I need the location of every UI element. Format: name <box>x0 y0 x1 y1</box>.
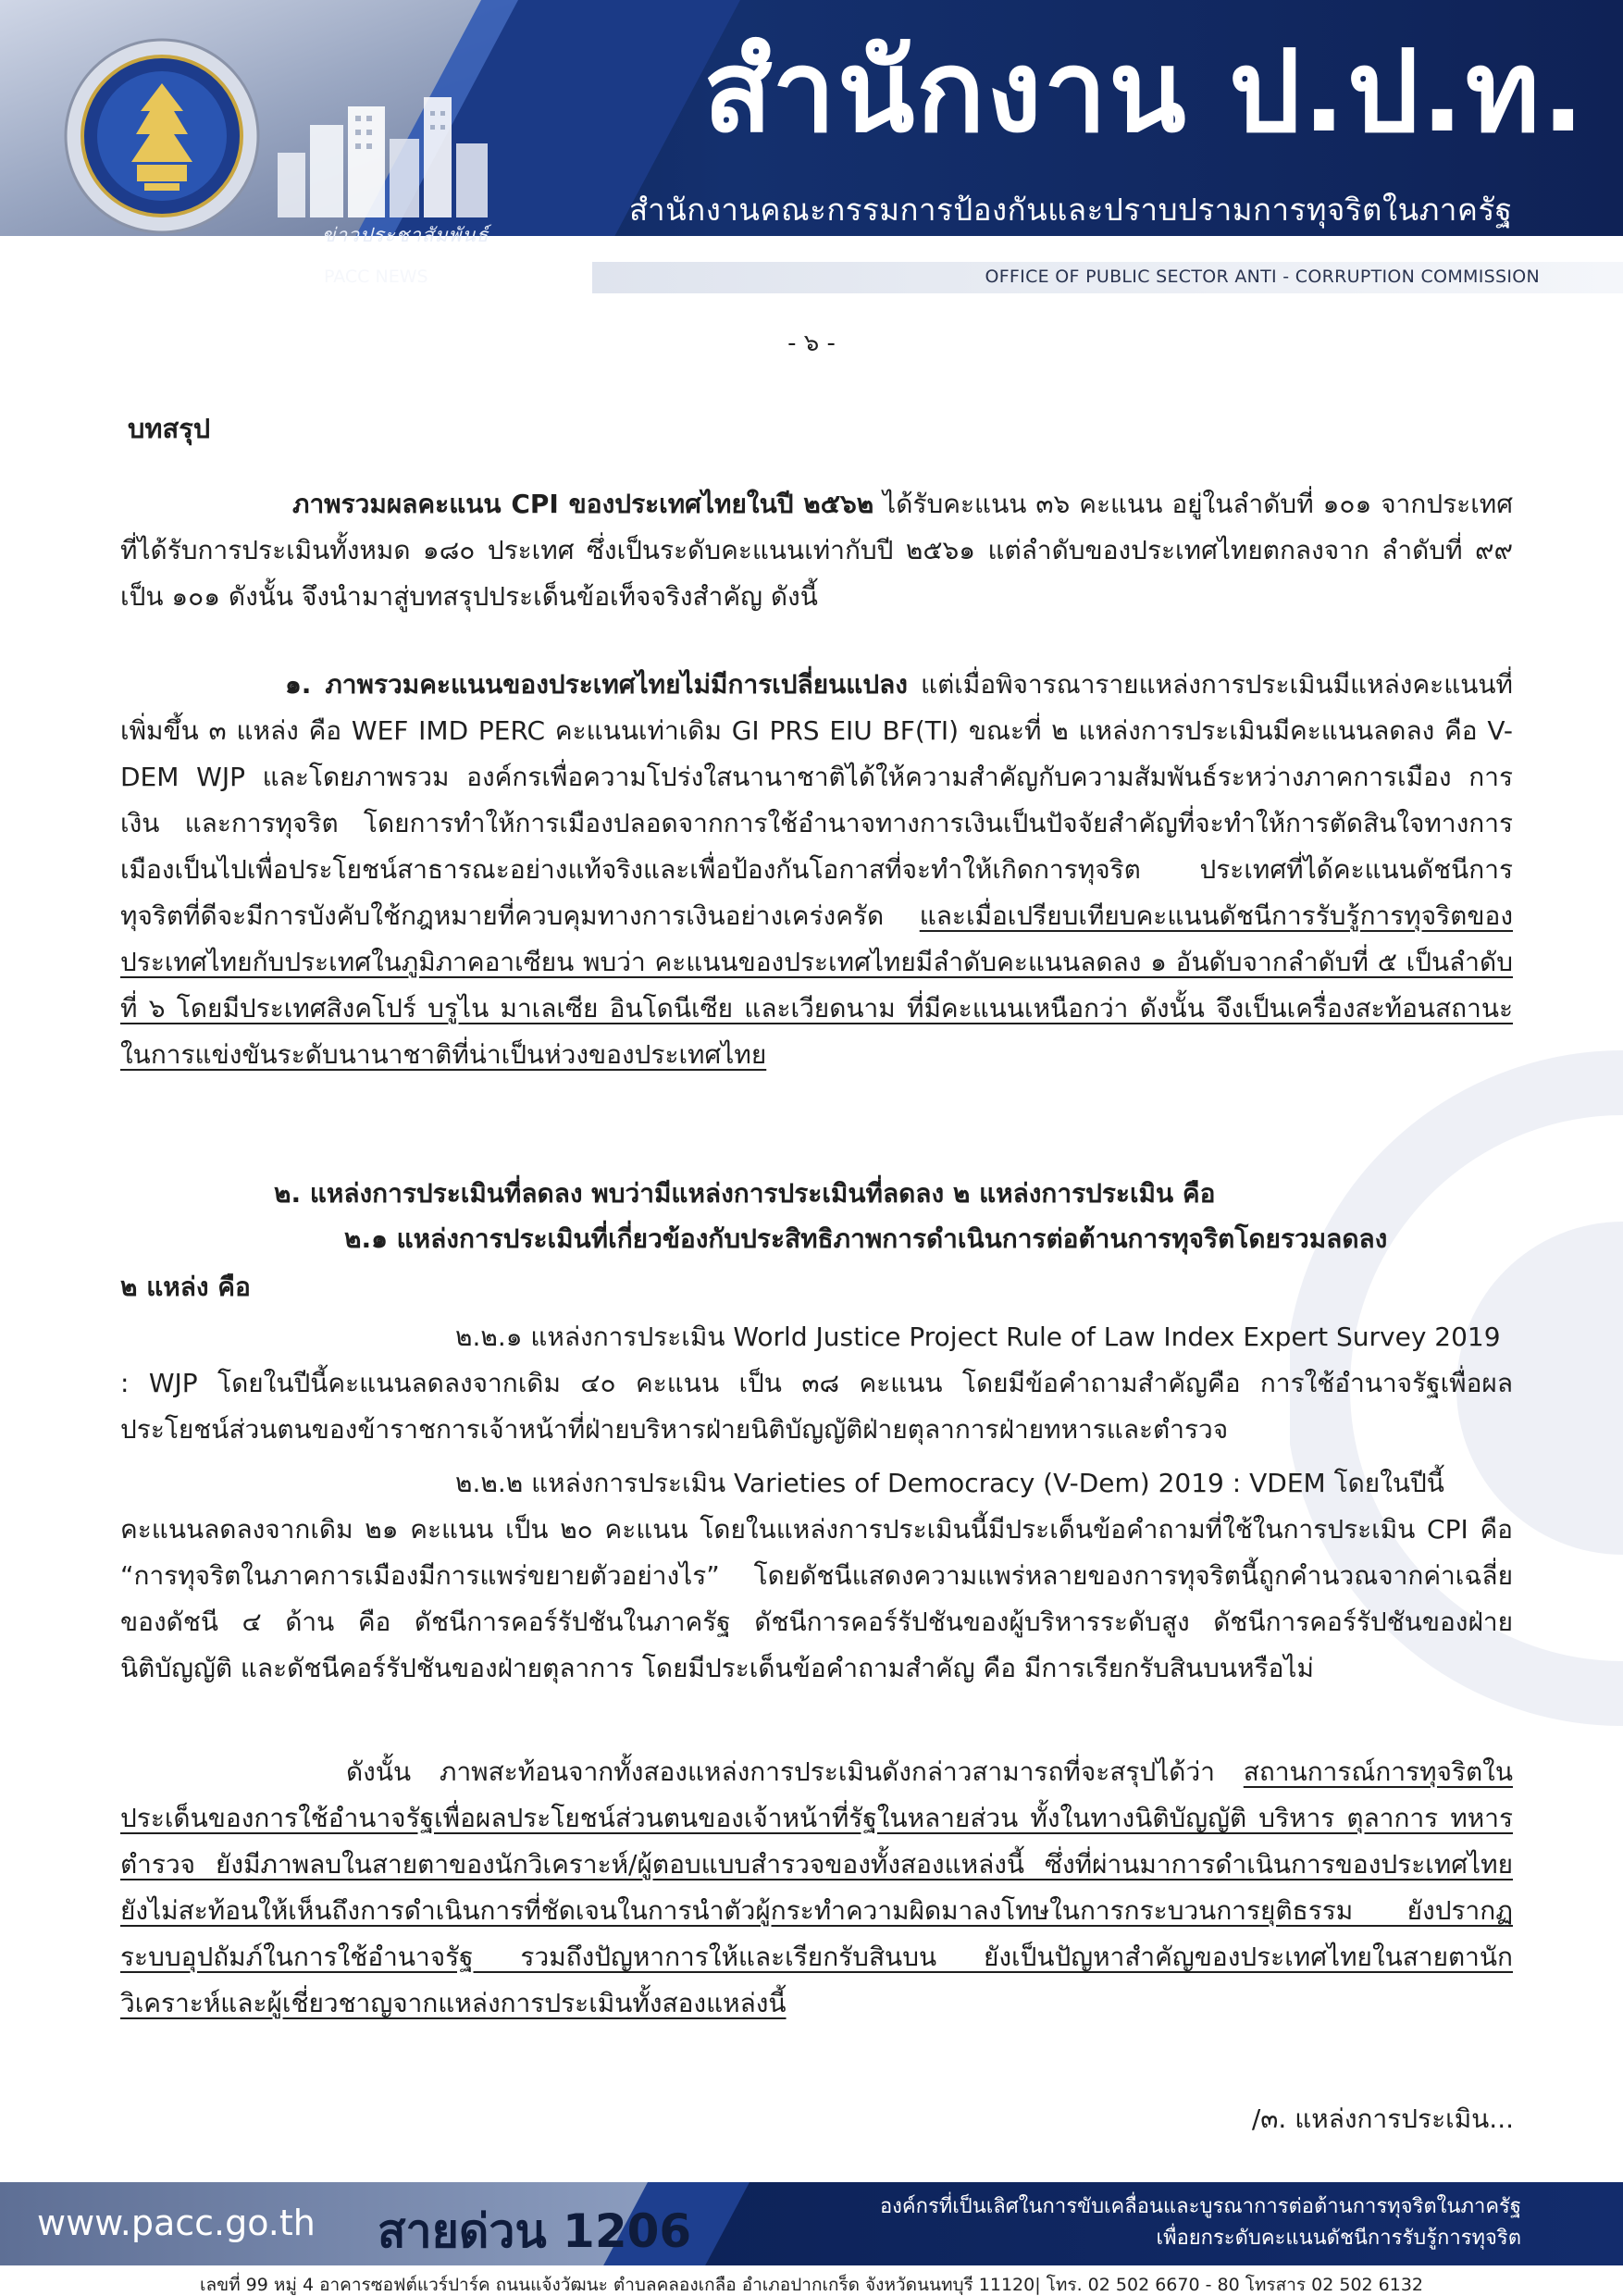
point2-title: ๒. แหล่งการประเมินที่ลดลง พบว่ามีแหล่งการประเมินที่ลดลง ๒ แหล่งการประเมิน คือ <box>274 1178 1216 1209</box>
conclusion-text: ดังนั้น ภาพสะท้อนจากทั้งสองแหล่งการประเมินดังกล่าวสามารถที่จะสรุปได้ว่า <box>346 1756 1244 1787</box>
item1-lead: ๒.๒.๑ แหล่งการประเมิน World Justice Project Rule of Law Index Expert Survey 2019 <box>455 1322 1501 1352</box>
item1-text: : WJP โดยในปีนี้คะแนนลดลงจากเดิม ๔๐ คะแนน เป็น ๓๘ คะแนน โดยมีข้อคำถามสำคัญคือ การใช้อำนาจรัฐเพื่อผลประโยชน์ส่วนตนของข้าราชการเจ้าหน้าที่ฝ่ายบริหารฝ่ายนิติบัญญัติฝ่ายตุลาการฝ่ายทหารและตำรวจ <box>120 1368 1513 1445</box>
footer-address: เลขที่ 99 หมู่ 4 อาคารซอฟต์แวร์ปาร์ค ถนนแจ้งวัฒนะ ตำบลคลองเกลือ อำเภอปากเกร็ด จังหวัดนนทบุรี 11120| โทร. 02 502 6670 - 80 โทรสาร 02 502 6132 <box>199 2275 1424 2295</box>
intro-bold-lead: ภาพรวมผลคะแนน CPI ของประเทศไทยในปี ๒๕๖๒ <box>292 489 874 519</box>
footer-slogan-line2: เพื่อยกระดับคะแนนดัชนีการรับรู้การทุจริต <box>1156 2227 1521 2250</box>
pacc-emblem-icon <box>63 37 261 235</box>
org-title: สำนักงาน ป.ป.ท. <box>703 26 1587 157</box>
section-heading: บทสรุป <box>128 413 211 444</box>
continuation-note: /๓. แหล่งการประเมิน... <box>1251 2104 1514 2134</box>
point1-bold-lead: ๑. ภาพรวมคะแนนของประเทศไทยไม่มีการเปลี่ยนแปลง <box>285 669 908 700</box>
conclusion-underlined-text: สถานการณ์การทุจริตในประเด็นของการใช้อำนาจรัฐเพื่อผลประโยชน์ส่วนตนของเจ้าหน้าที่รัฐในหลายส่วน ทั้งในทางนิติบัญญัติ บริหาร ตุลาการ ทหาร ตำรวจ ยังมีภาพลบในสายตาของนักวิเคราะห์/ผู้ตอบแบบสำรวจของทั้งสองแหล่งนี้ ซึ่งที่ผ่านมาการดำเนินการของประเทศไทยยังไม่สะท้อนให้เห็นถึงการดำเนินการที่ชัดเจนในการนำตัวผู้กระทำความผิดมาลงโทษในการกระบวนการยุติธรรม ยังปรากฏระบบอุปถัมภ์ในการใช้อำนาจรัฐ รวมถึงปัญหาการให้และเรียกรับสินบน ยังเป็นปัญหาสำคัญของประเทศไทยในสายตานักวิเคราะห์และผู้เชี่ยวชาญจากแหล่งการประเมินทั้งสองแหล่งนี้ <box>120 1756 1513 2018</box>
website-link[interactable]: www.pacc.go.th <box>37 2203 316 2243</box>
intro-paragraph <box>120 481 1513 620</box>
city-buildings-icon <box>278 88 490 217</box>
page-footer <box>0 2182 1623 2296</box>
item2-text: คะแนนลดลงจากเดิม ๒๑ คะแนน เป็น ๒๐ คะแนน โดยในแหล่งการประเมินนี้มีประเด็นข้อคำถามที่ใช้ในการประเมิน CPI คือ “การทุจริตในภาคการเมืองมีการแพร่ขยายตัวอย่างไร” โดยดัชนีแสดงความแพร่หลายของการทุจริตนี้ถูกคำนวณจากค่าเฉลี่ยของดัชนี ๔ ด้าน คือ ดัชนีการคอร์รัปชันในภาครัฐ ดัชนีการคอร์รัปชันของผู้บริหารระดับสูง ดัชนีการคอร์รัปชันของฝ่ายนิติบัญญัติ และดัชนีคอร์รัปชันของฝ่ายตุลาการ โดยมีประเด็นข้อคำถามสำคัญ คือ มีการเรียกรับสินบนหรือไม่ <box>120 1514 1513 1683</box>
point2-subtitle-cont: ๒ แหล่ง คือ <box>120 1272 251 1302</box>
org-english-name: OFFICE OF PUBLIC SECTOR ANTI - CORRUPTION COMMISSION <box>985 267 1540 287</box>
hotline-number: สายด่วน 1206 <box>378 2204 692 2258</box>
org-subtitle: สำนักงานคณะกรรมการป้องกันและปราบปรามการทุจริตในภาครัฐ <box>629 192 1513 228</box>
point1-underlined-text: และเมื่อเปรียบเทียบคะแนนดัชนีการรับรู้การทุจริตของประเทศไทยกับประเทศในภูมิภาคอาเซียน พบว่า คะแนนของประเทศไทยมีลำดับคะแนนลดลง ๑ อันดับจากลำดับที่ ๕ เป็นลำดับที่ ๖ โดยมีประเทศสิงคโปร์ บรูไน มาเลเซีย อินโดนีเซีย และเวียดนาม ที่มีคะแนนเหนือกว่า ดังนั้น จึงเป็นเครื่องสะท้อนสถานะในการแข่งขันระดับนานาชาติที่น่าเป็นห่วงของประเทศไทย <box>120 900 1513 1070</box>
point1-text: แต่เมื่อพิจารณารายแหล่งการประเมินมีแหล่งคะแนนที่เพิ่มขึ้น ๓ แหล่ง คือ WEF IMD PERC คะแนนเท่าเดิม GI PRS EIU BF(TI) ขณะที่ ๒ แหล่งการประเมินมีคะแนนลดลง คือ V-DEM WJP และโดยภาพรวม องค์กรเพื่อความโปร่งใสนานาชาติได้ให้ความสำคัญกับความสัมพันธ์ระหว่างภาคการเมือง การเงิน และการทุจริต โดยการทำให้การเมืองปลอดจากการใช้อำนาจทางการเงินเป็นปัจจัยสำคัญที่จะทำให้การตัดสินใจทางการเมืองเป็นไปเพื่อประโยชน์สาธารณะอย่างแท้จริงและเพื่อป้องกันโอกาสที่จะทำให้เกิดการทุจริต ประเทศที่ได้คะแนนดัชนีการทุจริตที่ดีจะมีการบังคับใช้กฎหมายที่ควบคุมทางการเงินอย่างเคร่งครัด <box>120 669 1513 931</box>
footer-slogan-line1: องค์กรที่เป็นเลิศในการขับเคลื่อนและบูรณาการต่อต้านการทุจริตในภาครัฐ <box>879 2195 1521 2218</box>
page-header <box>0 0 1623 296</box>
intro-text: ได้รับคะแนน ๓๖ คะแนน อยู่ในลำดับที่ ๑๐๑ จากประเทศที่ได้รับการประเมินทั้งหมด ๑๘๐ ประเทศ ซึ่งเป็นระดับคะแนนเท่ากับปี ๒๕๖๑ แต่ลำดับของประเทศไทยตกลงจาก ลำดับที่ ๙๙ เป็น ๑๐๑ ดังนั้น จึงนำมาสู่บทสรุปประเด็นข้อเท็จจริงสำคัญ ดังนี้ <box>120 489 1513 612</box>
item2-lead: ๒.๒.๒ แหล่งการประเมิน Varieties of Democracy (V-Dem) 2019 : VDEM โดยในปีนี้ <box>455 1468 1444 1498</box>
point2-subtitle: ๒.๑ แหล่งการประเมินที่เกี่ยวข้องกับประสิทธิภาพการดำเนินการต่อต้านการทุจริตโดยรวมลดลง <box>344 1223 1388 1254</box>
point1-paragraph <box>120 662 1513 1078</box>
conclusion-paragraph <box>120 1749 1513 2027</box>
pacc-news-label: PACC NEWS <box>324 267 428 287</box>
page-number: - ๖ - <box>787 329 836 357</box>
pr-label: ข่าวประชาสัมพันธ์ <box>322 224 489 246</box>
